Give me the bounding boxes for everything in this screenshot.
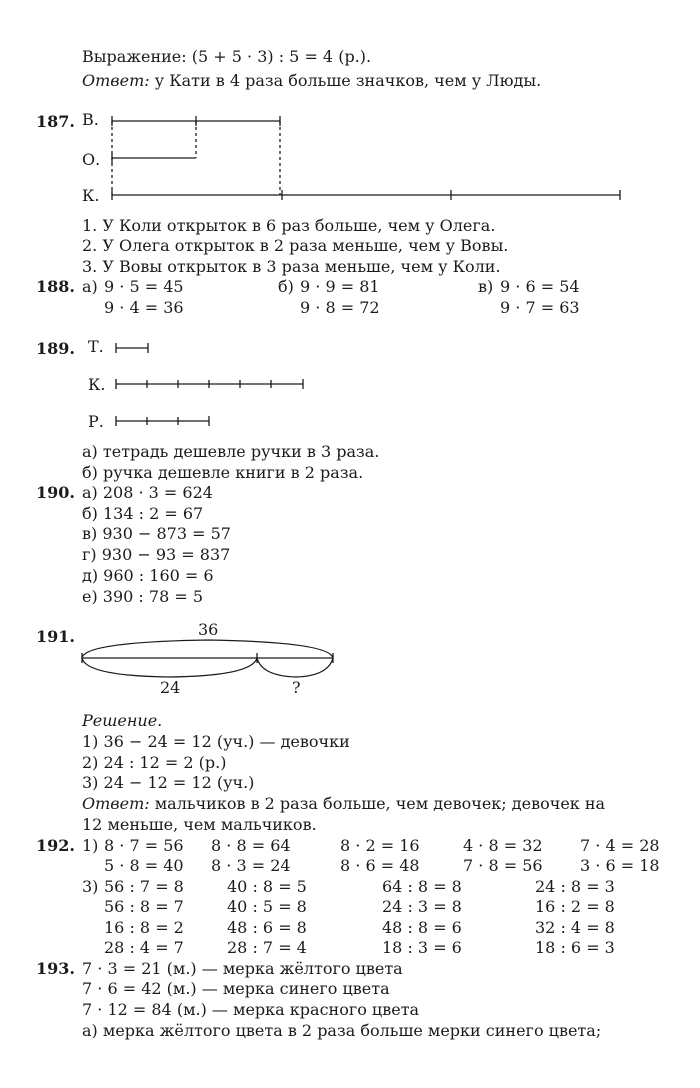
- problem-189-number: 189.: [36, 339, 75, 358]
- p192-d1c1: 56 : 7 = 8: [104, 877, 184, 896]
- p192-r1c5: 7 · 4 = 28: [580, 836, 660, 855]
- p193-line-3: 7 · 12 = 84 (м.) — мерка красного цвета: [82, 1000, 420, 1019]
- p192-d3c4: 32 : 4 = 8: [535, 918, 615, 937]
- p192-d4c4: 18 : 6 = 3: [535, 938, 615, 957]
- p192-d2c4: 16 : 2 = 8: [535, 897, 615, 916]
- p188-a-row2: 9 · 4 = 36: [104, 298, 184, 317]
- problem-193-number: 193.: [36, 959, 75, 978]
- intro-answer-label: Ответ:: [82, 71, 150, 90]
- p191-solution-label: Решение.: [82, 711, 163, 730]
- p192-r1c1: 8 · 7 = 56: [104, 836, 184, 855]
- p191-total-brace: [82, 640, 333, 658]
- p188-v-row2: 9 · 7 = 63: [500, 298, 580, 317]
- p187-line-2: 2. У Олега открыток в 2 раза меньше, чем у Вовы.: [82, 236, 509, 255]
- p190-line-v: в) 930 − 873 = 57: [82, 524, 231, 543]
- p189-line-a: а) тетрадь дешевле ручки в 3 раза.: [82, 442, 380, 461]
- p192-r2c4: 7 · 8 = 56: [463, 856, 543, 875]
- p192-d4c2: 28 : 7 = 4: [227, 938, 307, 957]
- p191-answer-line-2: 12 меньше, чем мальчиков.: [82, 815, 317, 834]
- intro-answer-text: у Кати в 4 раза больше значков, чем у Люды.: [154, 71, 542, 90]
- p192-d3c2: 48 : 6 = 8: [227, 918, 307, 937]
- p193-line-2: 7 · 6 = 42 (м.) — мерка синего цвета: [82, 979, 390, 998]
- p192-d3c3: 48 : 8 = 6: [382, 918, 462, 937]
- p191-part-b-brace: [257, 658, 333, 677]
- p192-r2c3: 8 · 6 = 48: [340, 856, 420, 875]
- p190-line-d: д) 960 : 160 = 6: [82, 566, 214, 585]
- p190-line-e: е) 390 : 78 = 5: [82, 587, 204, 606]
- p189-line-b: б) ручка дешевле книги в 2 раза.: [82, 463, 364, 482]
- p188-label-a: а): [82, 277, 98, 296]
- p193-line-4: а) мерка жёлтого цвета в 2 раза больше мерки синего цвета;: [82, 1021, 602, 1040]
- p192-r1c2: 8 · 8 = 64: [211, 836, 291, 855]
- p192-part1-label: 1): [82, 836, 99, 855]
- p192-r1c4: 4 · 8 = 32: [463, 836, 543, 855]
- p192-r2c5: 3 · 6 = 18: [580, 856, 660, 875]
- p192-d3c1: 16 : 8 = 2: [104, 918, 184, 937]
- p192-d1c3: 64 : 8 = 8: [382, 877, 462, 896]
- p192-d1c4: 24 : 8 = 3: [535, 877, 615, 896]
- p192-d2c2: 40 : 5 = 8: [227, 897, 307, 916]
- p191-part-a-label: 24: [160, 678, 181, 697]
- p191-total-label: 36: [198, 620, 219, 639]
- p192-part3-label: 3): [82, 877, 99, 896]
- p188-label-b: б): [278, 277, 294, 296]
- p189-label-t: Т.: [88, 337, 104, 356]
- p192-d2c3: 24 : 3 = 8: [382, 897, 462, 916]
- p188-v-row1: 9 · 6 = 54: [500, 277, 580, 296]
- p192-d4c1: 28 : 4 = 7: [104, 938, 184, 957]
- p187-line-1: 1. У Коли открыток в 6 раз больше, чем у Олега.: [82, 216, 496, 235]
- p191-part-a-brace: [82, 658, 257, 677]
- p192-d2c1: 56 : 8 = 7: [104, 897, 184, 916]
- p191-answer-line-1: [82, 794, 605, 814]
- intro-expr: (5 + 5 · 3) : 5 = 4 (р.).: [191, 47, 372, 66]
- p191-step-3: 3) 24 − 12 = 12 (уч.): [82, 773, 255, 792]
- p190-line-b: б) 134 : 2 = 67: [82, 504, 204, 523]
- p190-line-a: а) 208 · 3 = 624: [82, 483, 213, 502]
- p187-label-o: О.: [82, 150, 101, 169]
- p191-answer-label: Ответ:: [82, 794, 150, 813]
- p188-a-row1: 9 · 5 = 45: [104, 277, 184, 296]
- p190-line-g: г) 930 − 93 = 837: [82, 545, 231, 564]
- p192-r2c2: 8 · 3 = 24: [211, 856, 291, 875]
- p189-label-k: К.: [88, 375, 106, 394]
- problem-192-number: 192.: [36, 836, 75, 855]
- p192-r2c1: 5 · 8 = 40: [104, 856, 184, 875]
- p187-label-k: К.: [82, 186, 100, 205]
- p192-r1c3: 8 · 2 = 16: [340, 836, 420, 855]
- p189-label-r: Р.: [88, 412, 104, 431]
- p191-answer-text-1: мальчиков в 2 раза больше, чем девочек; девочек на: [154, 794, 606, 813]
- problem-191-number: 191.: [36, 627, 75, 646]
- intro-expr-label: Выражение:: [82, 47, 187, 66]
- p191-step-2: 2) 24 : 12 = 2 (р.): [82, 753, 227, 772]
- p191-step-1: 1) 36 − 24 = 12 (уч.) — девочки: [82, 732, 350, 751]
- p187-label-v: В.: [82, 110, 99, 129]
- problem-188-number: 188.: [36, 277, 75, 296]
- p188-label-v: в): [478, 277, 494, 296]
- p192-d1c2: 40 : 8 = 5: [227, 877, 307, 896]
- p188-b-row1: 9 · 9 = 81: [300, 277, 380, 296]
- p188-b-row2: 9 · 8 = 72: [300, 298, 380, 317]
- p187-line-3: 3. У Вовы открыток в 3 раза меньше, чем у Коли.: [82, 257, 501, 276]
- p192-d4c3: 18 : 3 = 6: [382, 938, 462, 957]
- problem-187-number: 187.: [36, 112, 75, 131]
- problem-190-number: 190.: [36, 483, 75, 502]
- p193-line-1: 7 · 3 = 21 (м.) — мерка жёлтого цвета: [82, 959, 403, 978]
- p191-part-b-label: ?: [292, 678, 301, 697]
